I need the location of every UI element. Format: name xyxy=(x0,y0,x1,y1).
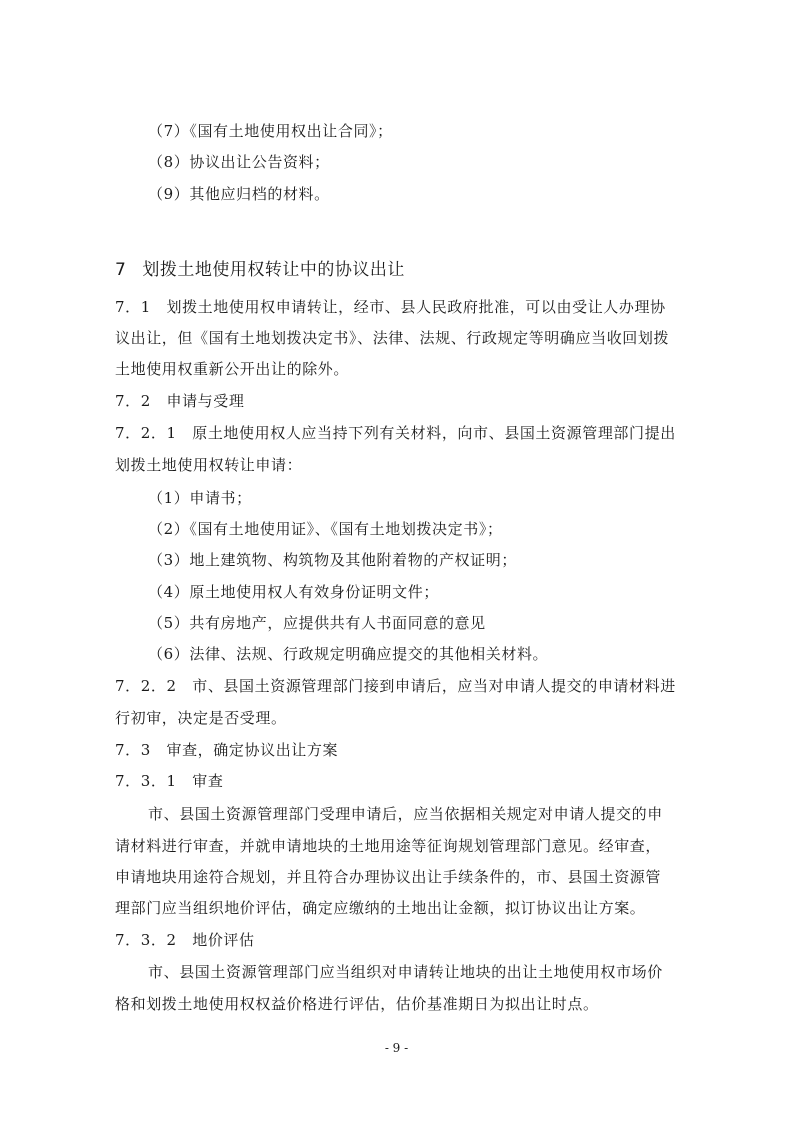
paragraph-7-3-1-line-4: 理部门应当组织地价评估，确定应缴纳的土地出让金额，拟订协议出让方案。 xyxy=(115,899,646,917)
clause-7-3-1-heading: 7．3．1 审查 xyxy=(115,772,224,790)
clause-7-1-line-2: 议出让，但《国有土地划拨决定书》、法律、法规、行政规定等明确应当收回划拨 xyxy=(115,329,670,347)
material-item-5: （5）共有房地产，应提供共有人书面同意的意见 xyxy=(148,614,486,632)
material-item-6: （6）法律、法规、行政规定明确应提交的其他相关材料。 xyxy=(148,645,549,663)
material-item-4: （4）原土地使用权人有效身份证明文件； xyxy=(148,583,439,601)
clause-7-3-heading: 7．3 审查，确定协议出让方案 xyxy=(115,741,339,759)
list-item-9: （9）其他应归档的材料。 xyxy=(148,185,330,203)
paragraph-7-3-2-line-2: 格和划拨土地使用权权益价格进行评估，估价基准期日为拟出让时点。 xyxy=(115,995,599,1013)
clause-7-2-heading: 7．2 申请与受理 xyxy=(115,392,245,410)
section-title: 划拨土地使用权转让中的协议出让 xyxy=(142,260,405,280)
material-item-3: （3）地上建筑物、构筑物及其他附着物的产权证明； xyxy=(148,551,517,569)
clause-7-2-2-line-2: 行初审，决定是否受理。 xyxy=(115,709,287,727)
clause-7-2-1-line-2: 划拨土地使用权转让申请： xyxy=(115,456,303,474)
clause-7-1-line-1: 7．1 划拨土地使用权申请转让，经市、县人民政府批准，可以由受让人办理协 xyxy=(115,298,666,316)
material-item-1: （1）申请书； xyxy=(148,489,252,507)
material-item-2: （2）《国有土地使用证》、《国有土地划拨决定书》； xyxy=(148,520,503,538)
clause-7-1-line-3: 土地使用权重新公开出让的除外。 xyxy=(115,360,350,378)
section-number: 7 xyxy=(115,260,127,280)
clause-7-2-2-line-1: 7．2．2 市、县国土资源管理部门接到申请后，应当对申请人提交的申请材料进 xyxy=(115,677,676,695)
page-number: - 9 - xyxy=(384,1041,409,1055)
list-item-7: （7）《国有土地使用权出让合同》； xyxy=(148,122,393,140)
list-item-8: （8）协议出让公告资料； xyxy=(148,153,330,171)
paragraph-7-3-1-line-3: 申请地块用途符合规划，并且符合办理协议出让手续条件的，市、县国土资源管 xyxy=(115,868,662,886)
paragraph-7-3-1-line-1: 市、县国土资源管理部门受理申请后，应当依据相关规定对申请人提交的申 xyxy=(148,805,663,823)
paragraph-7-3-2-line-1: 市、县国土资源管理部门应当组织对申请转让地块的出让土地使用权市场价 xyxy=(148,963,663,981)
paragraph-7-3-1-line-2: 请材料进行审查，并就申请地块的土地用途等征询规划管理部门意见。经审查， xyxy=(115,837,662,855)
clause-7-2-1-line-1: 7．2．1 原土地使用权人应当持下列有关材料，向市、县国土资源管理部门提出 xyxy=(115,424,676,442)
section-heading-7 xyxy=(115,259,405,281)
clause-7-3-2-heading: 7．3．2 地价评估 xyxy=(115,931,255,949)
